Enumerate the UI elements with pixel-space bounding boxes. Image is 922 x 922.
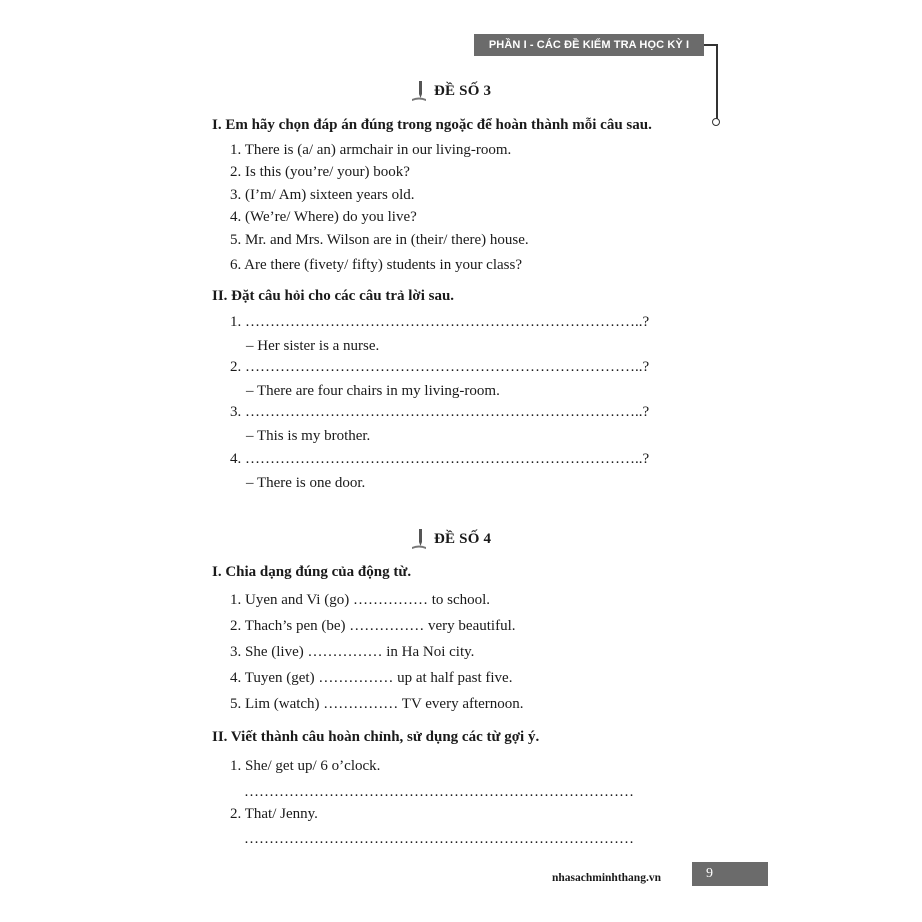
- list-item: 6. Are there (fivety/ fifty) students in your class?: [230, 257, 523, 273]
- list-item: 4. Tuyen (get) …………… up at half past five.: [230, 670, 513, 686]
- question-blank[interactable]: 2. ……………………………………………………………………..?: [230, 359, 650, 375]
- test-4-part-2-heading: II. Viết thành câu hoàn chỉnh, sử dụng các từ gợi ý.: [212, 729, 540, 745]
- list-item: 2. Is this (you’re/ your) book?: [230, 164, 410, 180]
- sentence-prompt: 2. That/ Jenny.: [230, 806, 318, 822]
- list-item: 3. She (live) …………… in Ha Noi city.: [230, 644, 475, 660]
- answer-text: – There is one door.: [246, 475, 366, 491]
- answer-blank[interactable]: ……………………………………………………………………: [244, 784, 634, 800]
- test-3-title-text: ĐỀ SỐ 3: [434, 82, 492, 99]
- sentence-prompt: 1. She/ get up/ 6 o’clock.: [230, 758, 381, 774]
- list-item: 3. (I’m/ Am) sixteen years old.: [230, 187, 415, 203]
- pencil-icon: [410, 80, 428, 102]
- list-item: 1. There is (a/ an) armchair in our living-room.: [230, 142, 512, 158]
- pencil-icon: [410, 528, 428, 550]
- section-header: PHẦN I - CÁC ĐỀ KIỂM TRA HỌC KỲ I: [474, 34, 704, 56]
- answer-text: – Her sister is a nurse.: [246, 338, 380, 354]
- answer-text: – This is my brother.: [246, 428, 371, 444]
- test-3-part-2-heading: II. Đặt câu hỏi cho các câu trả lời sau.: [212, 288, 455, 304]
- question-blank[interactable]: 4. ……………………………………………………………………..?: [230, 451, 650, 467]
- question-blank[interactable]: 3. ……………………………………………………………………..?: [230, 404, 650, 420]
- header-bracket-dot: [712, 118, 720, 126]
- answer-blank[interactable]: ……………………………………………………………………: [244, 831, 634, 847]
- page-number: 9: [692, 862, 768, 886]
- answer-text: – There are four chairs in my living-room.: [246, 383, 500, 399]
- test-3-title: [410, 80, 491, 102]
- question-blank[interactable]: 1. ……………………………………………………………………..?: [230, 314, 650, 330]
- list-item: 5. Lim (watch) …………… TV every afternoon.: [230, 696, 524, 712]
- list-item: 1. Uyen and Vi (go) …………… to school.: [230, 592, 491, 608]
- test-3-part-1-heading: I. Em hãy chọn đáp án đúng trong ngoặc để hoàn thành mỗi câu sau.: [212, 117, 652, 133]
- publisher-website: nhasachminhthang.vn: [552, 872, 661, 884]
- list-item: 5. Mr. and Mrs. Wilson are in (their/ there) house.: [230, 232, 529, 248]
- list-item: 2. Thach’s pen (be) …………… very beautiful.: [230, 618, 516, 634]
- test-4-part-1-heading: I. Chia dạng đúng của động từ.: [212, 564, 412, 580]
- test-4-title: [410, 528, 491, 550]
- test-4-title-text: ĐỀ SỐ 4: [434, 530, 492, 547]
- list-item: 4. (We’re/ Where) do you live?: [230, 209, 417, 225]
- header-bracket-line: [716, 44, 718, 119]
